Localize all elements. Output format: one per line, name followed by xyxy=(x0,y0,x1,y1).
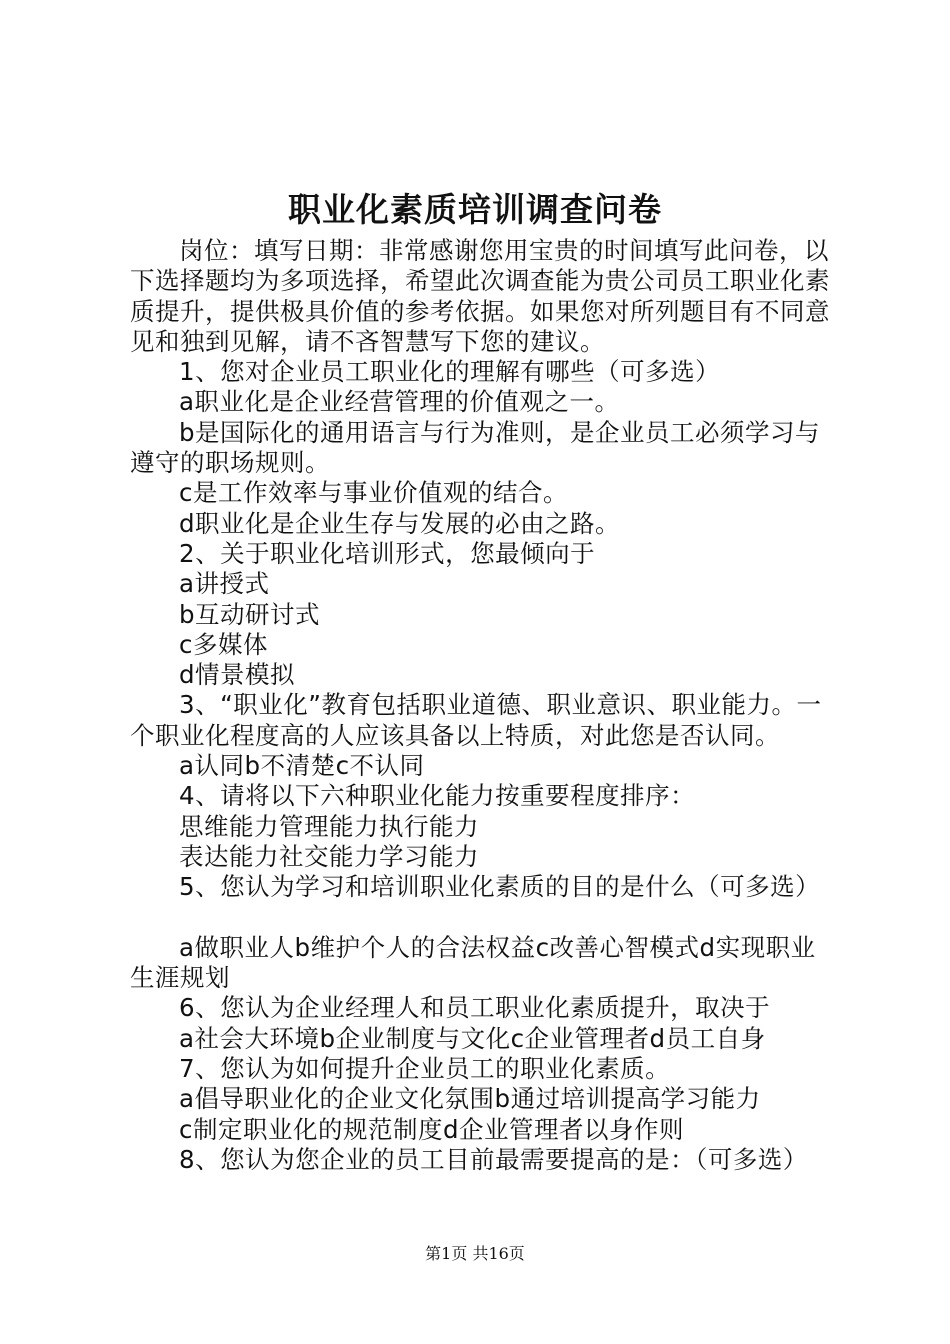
q1-option-a: a职业化是企业经营管理的价值观之一。 xyxy=(179,387,620,417)
document-title: 职业化素质培训调查问卷 xyxy=(288,190,662,229)
question-4: 4、请将以下六种职业化能力按重要程度排序： xyxy=(179,781,696,811)
page-footer: 第1页 共16页 xyxy=(425,1244,525,1263)
q2-option-d: d情景模拟 xyxy=(179,660,296,690)
q2-option-c: c多媒体 xyxy=(179,629,268,659)
document-body xyxy=(130,236,830,1175)
question-3: 3、“职业化”教育包括职业道德、职业意识、职业能力。一个职业化程度高的人应该具备以上特质，对此您是否认同。 xyxy=(130,690,822,750)
intro-paragraph: 岗位：填写日期：非常感谢您用宝贵的时间填写此问卷，以下选择题均为多项选择，希望此次调查能为贵公司员工职业化素质提升，提供极具价值的参考依据。如果您对所列题目有不同意见和独到见解，请不吝智慧写下您的建议。 xyxy=(130,236,830,356)
q2-option-b: b互动研讨式 xyxy=(179,599,321,629)
q1-option-c: c是工作效率与事业价值观的结合。 xyxy=(179,478,568,508)
q4-abilities-row-2: 表达能力社交能力学习能力 xyxy=(179,841,479,871)
question-8: 8、您认为您企业的员工目前最需要提高的是：（可多选） xyxy=(179,1144,808,1174)
q7-options-row-1: a倡导职业化的企业文化氛围b通过培训提高学习能力 xyxy=(179,1084,761,1114)
question-1: 1、您对企业员工职业化的理解有哪些（可多选） xyxy=(179,357,721,387)
q2-option-a: a讲授式 xyxy=(179,569,270,599)
question-2: 2、关于职业化培训形式，您最倾向于 xyxy=(179,538,596,568)
question-5: 5、您认为学习和培训职业化素质的目的是什么（可多选） xyxy=(179,872,821,902)
question-6: 6、您认为企业经理人和员工职业化素质提升，取决于 xyxy=(179,993,771,1023)
q7-options-row-2: c制定职业化的规范制度d企业管理者以身作则 xyxy=(179,1114,685,1144)
q4-abilities-row-1: 思维能力管理能力执行能力 xyxy=(179,811,479,841)
q6-options: a社会大环境b企业制度与文化c企业管理者d员工自身 xyxy=(179,1023,766,1053)
q5-options: a做职业人b维护个人的合法权益c改善心智模式d实现职业生涯规划 xyxy=(130,932,816,993)
q1-option-d: d职业化是企业生存与发展的必由之路。 xyxy=(179,508,621,538)
q1-option-b: b是国际化的通用语言与行为准则，是企业员工必须学习与遵守的职场规则。 xyxy=(130,417,821,478)
q3-options: a认同b不清楚c不认同 xyxy=(179,751,425,781)
question-7: 7、您认为如何提升企业员工的职业化素质。 xyxy=(179,1054,671,1084)
